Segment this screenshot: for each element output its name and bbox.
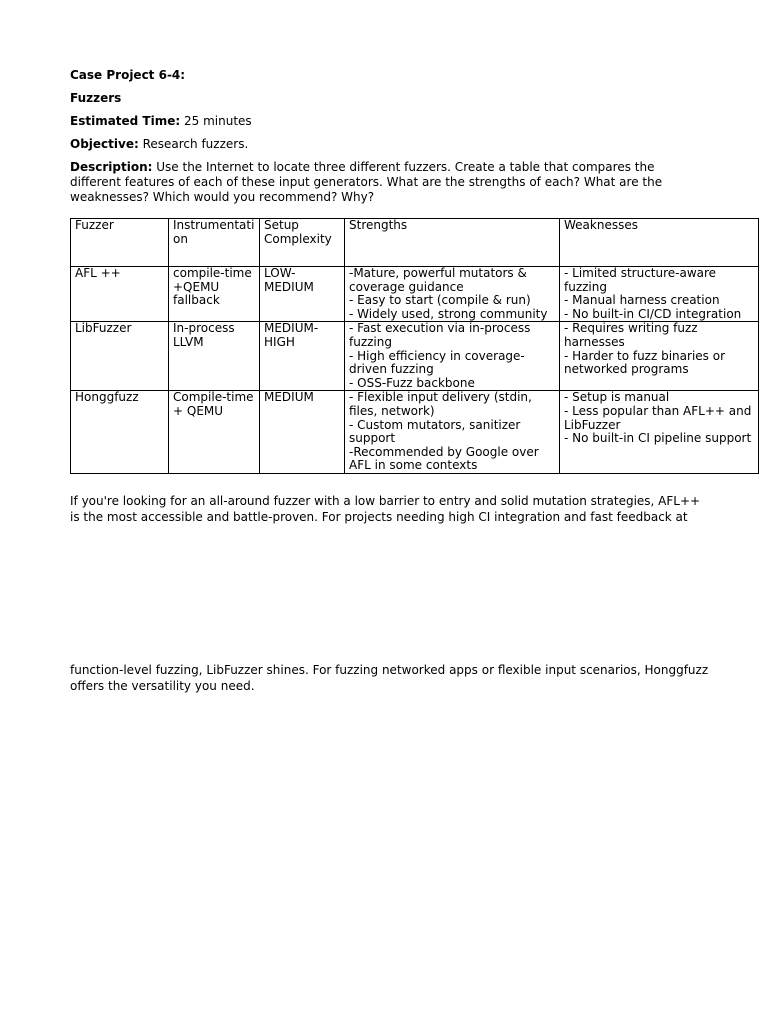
header-cell-weaknesses: Weaknesses	[560, 219, 759, 267]
table-cell: compile-time +QEMU fallback	[169, 267, 260, 322]
estimated-time-value: 25 minutes	[184, 114, 252, 128]
objective-label: Objective:	[70, 137, 139, 151]
table-cell: - Setup is manual - Less popular than AFL++ and LibFuzzer - No built-in CI pipeline support	[560, 391, 759, 474]
table-row	[71, 391, 759, 474]
topic-title: Fuzzers	[70, 91, 122, 105]
table-cell: LOW- MEDIUM	[260, 267, 345, 322]
table-cell: Honggfuzz	[71, 391, 169, 474]
header-cell-instrumentation: Instrumentati on	[169, 219, 260, 267]
header-cell-fuzzer: Fuzzer	[71, 219, 169, 267]
document-header	[70, 68, 758, 205]
description-value: Use the Internet to locate three different fuzzers. Create a table that compares the different features of each of these input generators. What are the strengths of each? What are the weaknesses? Which would you recommend? Why?	[70, 160, 663, 204]
table-cell: - Requires writing fuzz harnesses - Harder to fuzz binaries or networked programs	[560, 322, 759, 391]
objective-value: Research fuzzers.	[142, 137, 249, 151]
fuzzer-comparison-table	[70, 218, 759, 474]
case-project-title: Case Project 6-4:	[70, 68, 186, 82]
estimated-time-label: Estimated Time:	[70, 114, 181, 128]
conclusion-paragraph-part-1: If you're looking for an all-around fuzzer with a low barrier to entry and solid mutation strategies, AFL++ is the most accessible and battle-proven. For projects needing high CI integration and fast feedback at	[70, 494, 701, 524]
table-cell: MEDIUM- HIGH	[260, 322, 345, 391]
conclusion-paragraph-part-2: function-level fuzzing, LibFuzzer shines. For fuzzing networked apps or flexible input scenarios, Honggfuzz offers the versatility you need.	[70, 663, 709, 693]
table-cell: - Flexible input delivery (stdin, files, network) - Custom mutators, sanitizer support -Recommended by Google over AFL in some contexts	[345, 391, 560, 474]
header-cell-setup-complexity: Setup Complexity	[260, 219, 345, 267]
table-cell: - Limited structure-aware fuzzing - Manual harness creation - No built-in CI/CD integration	[560, 267, 759, 322]
table-row	[71, 267, 759, 322]
table-row	[71, 322, 759, 391]
table-cell: -Mature, powerful mutators & coverage guidance - Easy to start (compile & run) - Widely used, strong community	[345, 267, 560, 322]
table-cell: Compile-time + QEMU	[169, 391, 260, 474]
header-cell-strengths: Strengths	[345, 219, 560, 267]
table-cell: In-process LLVM	[169, 322, 260, 391]
table-cell: - Fast execution via in-process fuzzing - High efficiency in coverage- driven fuzzing - OSS-Fuzz backbone	[345, 322, 560, 391]
description	[70, 160, 700, 205]
table-cell: AFL ++	[71, 267, 169, 322]
table-cell: LibFuzzer	[71, 322, 169, 391]
description-label: Description:	[70, 160, 153, 174]
table-header-row	[71, 219, 759, 267]
estimated-time	[70, 114, 758, 129]
table-cell: MEDIUM	[260, 391, 345, 474]
objective	[70, 137, 758, 152]
